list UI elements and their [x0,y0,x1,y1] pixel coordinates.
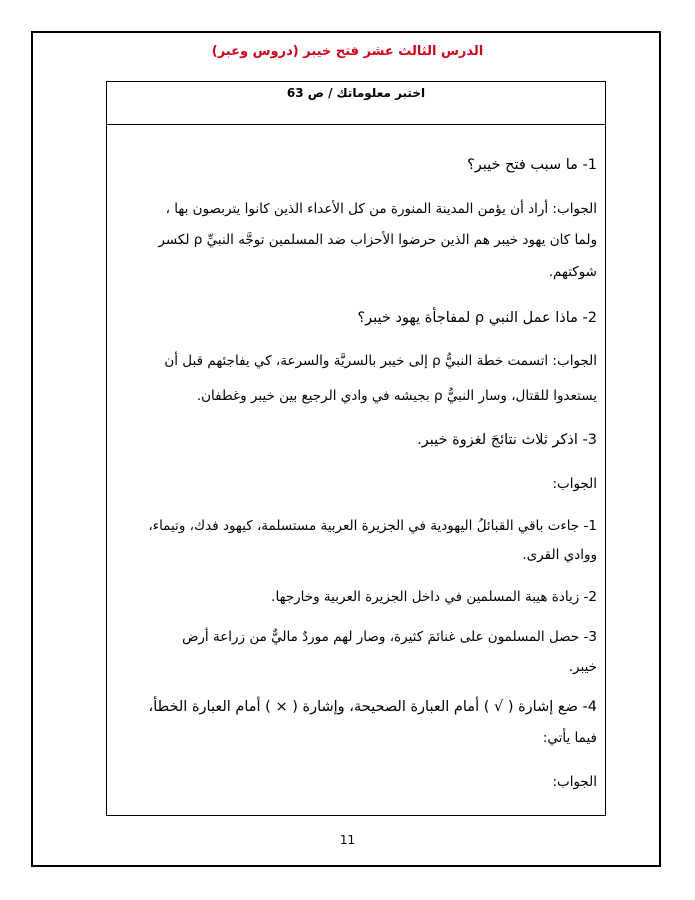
page-number: 11 [339,833,356,847]
answer-1-line-1: الجواب: أراد أن يؤمن المدينة المنورة من كل الأعداء الذين كانوا يتربصون بها ، [165,201,597,217]
answer-3-item-2: 2- زيادة هيبة المسلمين في داخل الجزيرة العربية وخارجها. [271,589,597,605]
box-header: اختبر معلوماتك / ص 63 [107,82,605,125]
answer-3-item-1: 1- جاءت باقي القبائلُ اليهودية في الجزيرة العربية مستسلمة، كيهود فدك، وتيماء، [148,518,597,534]
question-3: 3- اذكر ثلاث نتائجَ لغزوة خيبر. [417,432,597,448]
answer-2-line-1: الجواب: اتسمت خطة النبيُّ ρ إلى خيبر بالسريَّة والسرعة، كي يفاجئهم قبل أن [164,353,597,369]
answer-4-label: الجواب: [552,774,597,790]
question-1: 1- ما سبب فتح خيبر؟ [467,157,597,173]
answer-3-item-3-cont: خيبر. [568,659,597,675]
lesson-title: الدرس الثالث عشر فتح خيبر (دروس وعبر) [211,44,484,59]
question-2: 2- ماذا عمل النبي ρ لمفاجأة يهود خيبر؟ [357,310,597,326]
answer-3-label: الجواب: [552,476,597,492]
content-box [106,81,606,816]
answer-1-line-2: ولما كان يهود خيبر هم الذين حرضوا الأحزاب ضد المسلمين توجَّه النبيِّ ρ لكسر [158,232,597,248]
answer-1-line-3: شوكتهم. [548,264,597,280]
answer-3-item-3: 3- حصل المسلمون على غنائمَ كثيرة، وصار لهم موردٌ ماليٌّ من زراعة أرض [182,629,597,645]
answer-2-line-2: يستعدوا للقتال، وسار النبيُّ ρ بجيشه في وادي الرجيع بين خيبر وغطفان. [196,388,597,404]
question-4-cont: فيما يأتي: [542,730,597,746]
question-4: 4- ضع إشارة ( √ ) أمام العبارة الصحيحة، وإشارة ( × ) أمام العبارة الخطأ، [148,699,597,715]
answer-3-item-1-cont: ووادي القرى. [522,547,597,563]
